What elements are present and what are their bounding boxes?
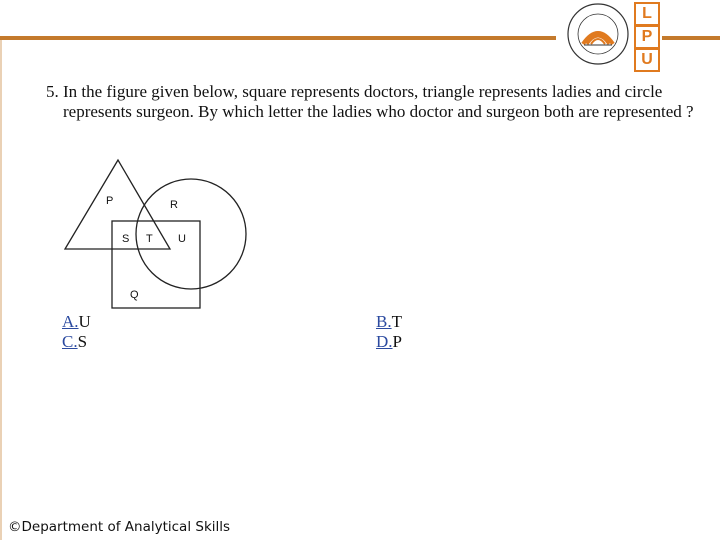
option-d-value: P [392,332,402,351]
option-c[interactable] [62,332,87,352]
label-r: R [170,199,178,211]
footer-credit: ©Department of Analytical Skills [8,519,231,535]
label-u: U [178,233,186,245]
brand-letter-u: U [634,48,660,72]
label-s: S [122,233,130,245]
venn-diagram [60,150,260,315]
question-text: In the figure given below, square represents doctors, triangle represents ladies and circle represents surgeon. By which letter the ladies who doctor and surgeon both are represented ? [63,82,694,121]
question-number: 5. [46,82,59,101]
label-p: P [106,195,114,207]
option-d[interactable] [376,332,402,352]
header-rule-right [662,36,720,40]
brand-letter-l: L [634,2,660,26]
option-a-value: U [78,312,91,331]
triangle-ladies [65,160,170,249]
option-a[interactable] [62,312,91,332]
brand-letter-p: P [634,25,660,49]
option-b-value: T [391,312,402,331]
option-a-letter[interactable]: A. [62,312,79,331]
option-b[interactable] [376,312,402,332]
option-c-value: S [77,332,88,351]
header-rule-left [0,36,556,40]
label-q: Q [130,289,139,301]
label-t: T [146,233,153,245]
option-c-letter[interactable]: C. [62,332,78,351]
option-d-letter[interactable]: D. [376,332,393,351]
option-b-letter[interactable]: B. [376,312,392,331]
left-margin-rule [0,40,2,540]
